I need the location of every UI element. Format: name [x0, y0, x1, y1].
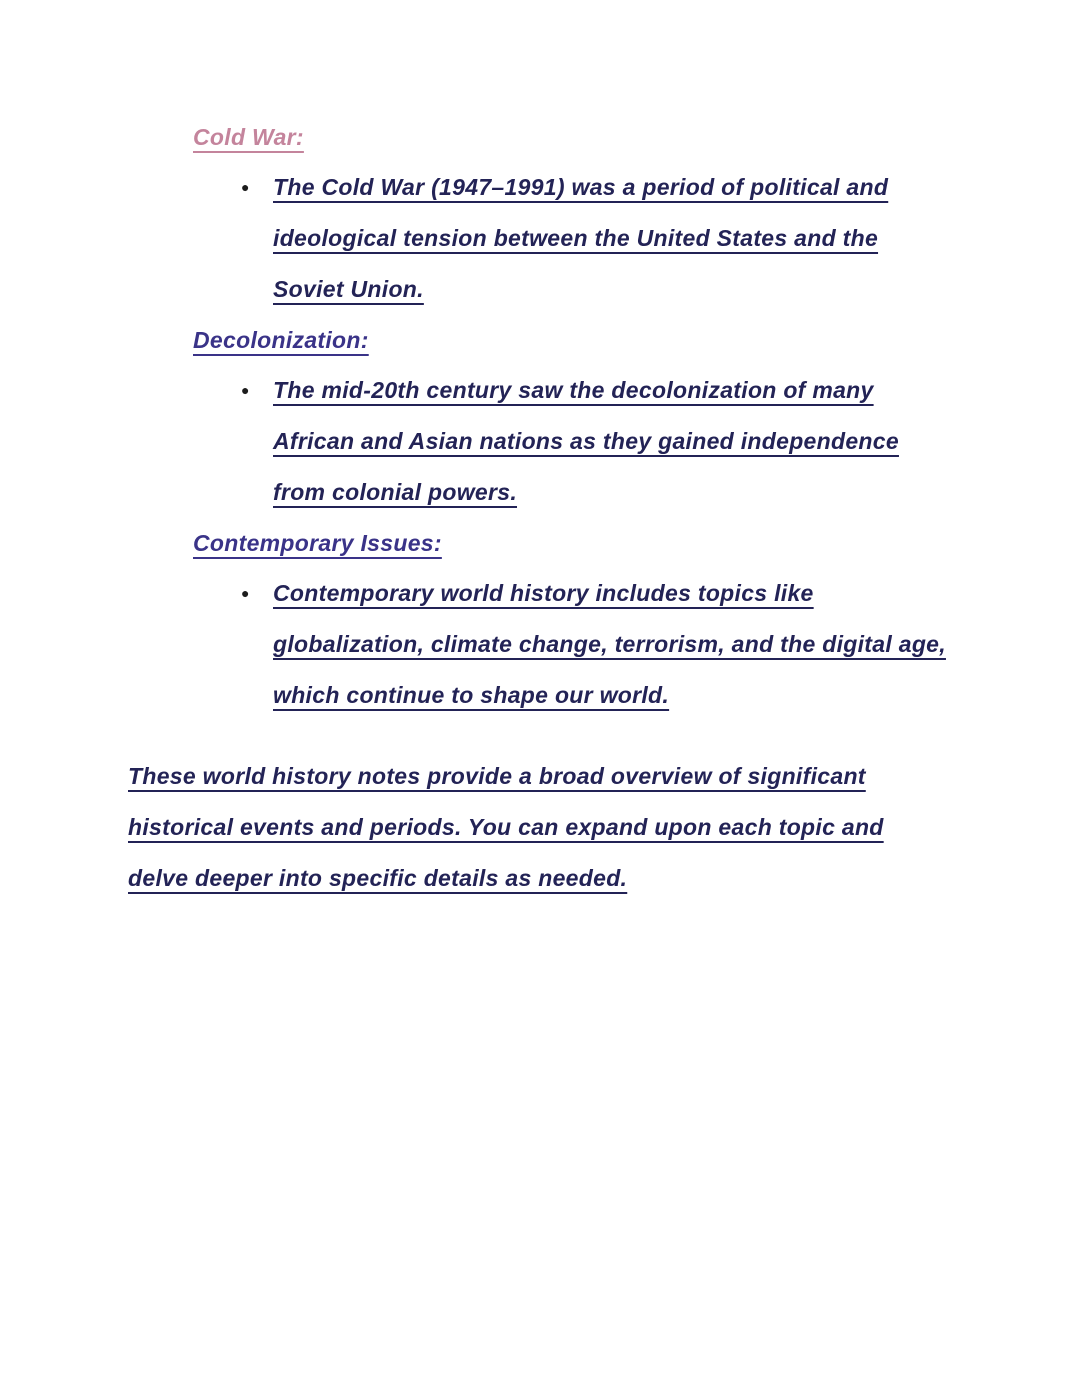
page-content [128, 112, 952, 904]
bullet-text: The Cold War (1947–1991) was a period of political and ideological tension between the United States and the Soviet Union. [273, 174, 889, 302]
heading-contemporary-issues: Contemporary Issues: [193, 530, 442, 556]
bullet-item [273, 162, 952, 315]
bullet-list-cold-war [128, 162, 952, 315]
bullet-list-decolonization [128, 365, 952, 518]
bullet-text: Contemporary world history includes topics like globalization, climate change, terrorism, and the digital age, which continue to shape our world. [273, 580, 946, 708]
section-contemporary-issues [128, 518, 952, 721]
bullet-item [273, 365, 952, 518]
heading-decolonization: Decolonization: [193, 327, 369, 353]
section-decolonization [128, 315, 952, 518]
section-cold-war [128, 112, 952, 315]
bullet-item [273, 568, 952, 721]
closing-paragraph: These world history notes provide a broad overview of significant historical events and periods. You can expand upon each topic and delve deeper into specific details as needed. [128, 763, 884, 891]
heading-cold-war: Cold War: [193, 124, 304, 150]
bullet-list-contemporary-issues [128, 568, 952, 721]
bullet-text: The mid-20th century saw the decolonization of many African and Asian nations as they gained independence from colonial powers. [273, 377, 899, 505]
